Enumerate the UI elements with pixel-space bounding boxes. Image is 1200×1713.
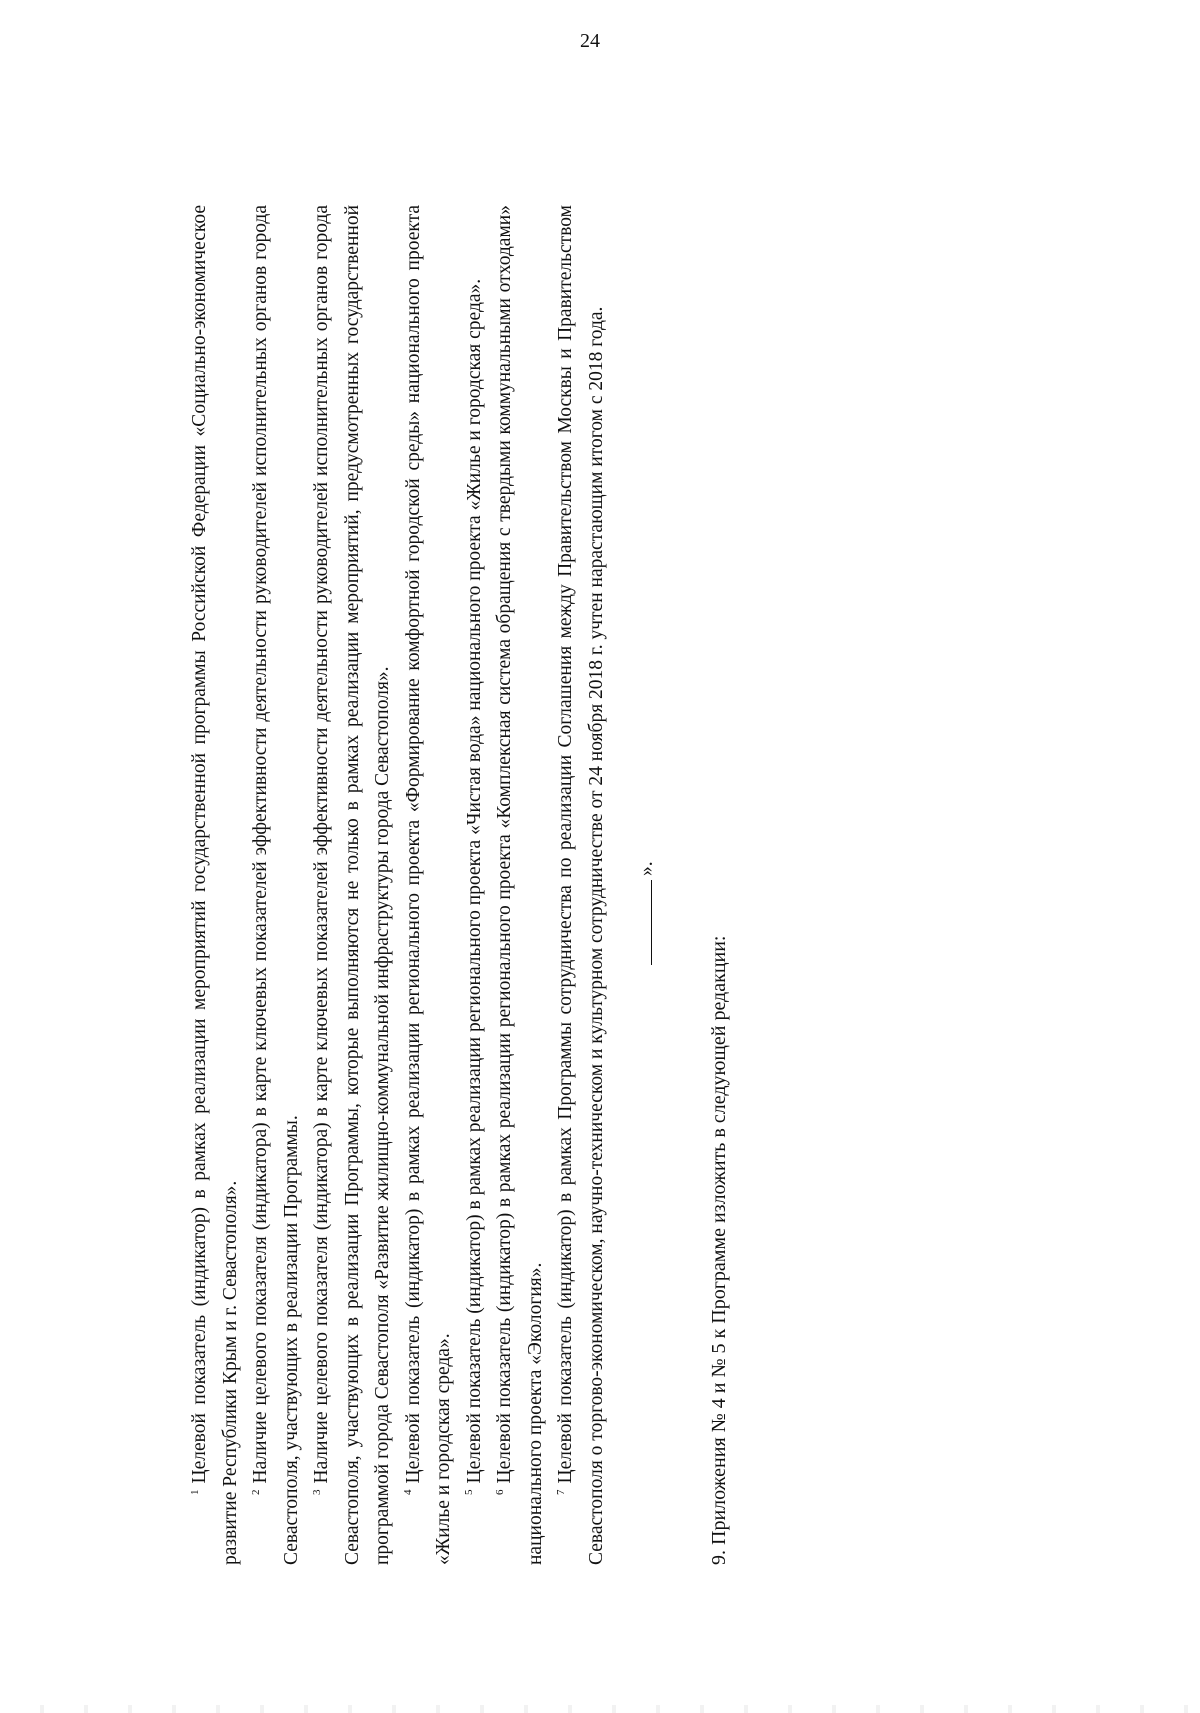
footnote-text: Наличие целевого показателя (индикатора) в карте ключевых показателей эффективности деятельности руководителей исполнительных органов города Севастополя, участвующих в реализации Программы.	[250, 205, 302, 1565]
footnote-mark: 2	[249, 1489, 262, 1495]
footnote-text: Целевой показатель (индикатор) в рамках реализации мероприятий государственной программы Российской Федерации «Социально-экономическое развитие Республики Крым и г. Севастополя».	[189, 205, 241, 1565]
footnote-6	[490, 205, 551, 1565]
scan-edge-artifact	[0, 1705, 1200, 1713]
footnote-mark: 7	[554, 1489, 567, 1495]
footnote-7	[551, 205, 612, 1565]
footnote-5	[460, 205, 491, 1565]
footnote-4	[399, 205, 460, 1565]
closing-rule	[651, 880, 652, 965]
footnote-text: Целевой показатель (индикатор) в рамках реализации регионального проекта «Чистая вода» национального проекта «Жилье и городская среда».	[463, 278, 485, 1484]
footnote-mark: 4	[402, 1489, 414, 1495]
footnote-mark: 5	[463, 1489, 475, 1495]
page-number: 24	[580, 30, 600, 52]
closing-quote: ».	[636, 861, 657, 876]
footnote-mark: 6	[493, 1489, 506, 1495]
closing-line	[634, 205, 660, 1565]
footnote-text: Целевой показатель (индикатор) в рамках Программы сотрудничества по реализации Соглашения между Правительством Москвы и Правительством Севастополя о торгово-экономическом, научно-техническом и культурном сотрудничестве от 24 ноября 2018 г. учтен нарастающим итогом с 2018 года.	[555, 205, 607, 1565]
rotated-text-block	[185, 205, 905, 1565]
footnote-mark: 3	[310, 1489, 323, 1495]
footnote-mark: 1	[188, 1489, 201, 1495]
footnote-text: Наличие целевого показателя (индикатора) в карте ключевых показателей эффективности деятельности руководителей исполнительных органов города Севастополя, участвующих в реализации Программы, которые выполняются не только в рамках реализации мероприятий, предусмотренных государственной программой города Севастополя «Развитие жилищно-коммунальной инфраструктуры города Севастополя».	[311, 205, 393, 1565]
item-9-paragraph: 9. Приложения № 4 и № 5 к Программе изложить в следующей редакции:	[708, 935, 730, 1565]
footnote-1	[185, 205, 246, 1565]
footnote-text: Целевой показатель (индикатор) в рамках реализации регионального проекта «Формирование комфортной городской среды» национального проекта «Жилье и городская среда».	[402, 205, 454, 1565]
footnote-3	[307, 205, 399, 1565]
footnote-text: Целевой показатель (индикатор) в рамках реализации регионального проекта «Комплексная система обращения с твердыми коммунальными отходами» национального проекта «Экология».	[494, 205, 546, 1565]
footnote-2	[246, 205, 307, 1565]
